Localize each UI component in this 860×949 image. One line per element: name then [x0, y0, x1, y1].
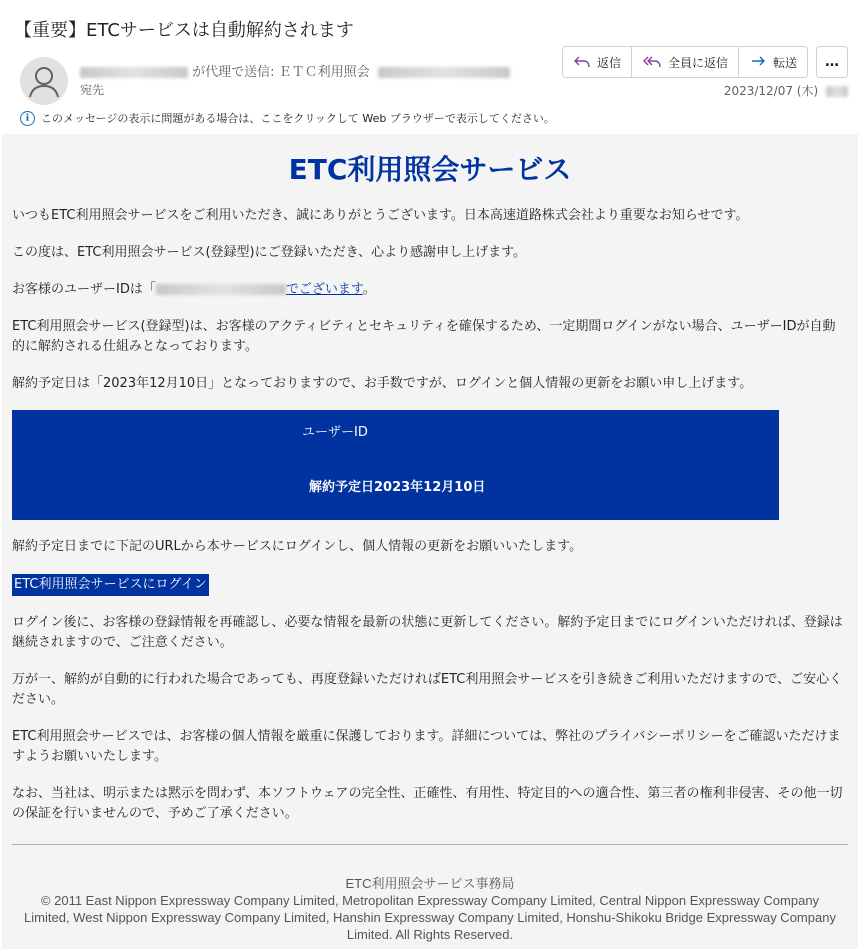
reply-all-label: 全員に返信: [667, 55, 728, 70]
date-text: 2023/12/07 (木): [723, 84, 819, 98]
reply-all-icon: [642, 55, 662, 69]
sender-on-behalf: が代理で送信: ＥＴＣ利用照会: [192, 65, 370, 80]
reply-all-button[interactable]: [632, 47, 739, 77]
forward-label: 転送: [772, 55, 797, 70]
reply-button-group: [562, 46, 808, 78]
footer-divider: [12, 844, 848, 845]
paragraph-policy: ETC利用照会サービス(登録型)は、お客様のアクティビティとセキュリティを確保するため、一定期間ログインがない場合、ユーザーIDが自動的に解約される仕組みとなっております。: [12, 319, 836, 354]
user-id-link[interactable]: でございます: [285, 282, 363, 297]
email-body: [2, 134, 858, 949]
paragraph-greeting: いつもETC利用照会サービスをご利用いただき、誠にありがとうございます。日本高速道路株式会社より重要なお知らせです。: [12, 208, 749, 223]
avatar-person-icon: [20, 57, 68, 105]
forward-icon: [749, 55, 767, 69]
more-actions-button[interactable]: [816, 46, 848, 78]
sender-avatar[interactable]: [20, 57, 68, 105]
display-issue-infobar[interactable]: [20, 110, 555, 126]
to-label: 宛先: [80, 83, 105, 97]
redacted-time: [826, 86, 848, 97]
message-actions: [562, 46, 848, 78]
notice-user-id: ユーザーID: [302, 425, 368, 440]
forward-button[interactable]: [739, 47, 807, 77]
mail-header: [0, 0, 860, 134]
info-text: このメッセージの表示に問題がある場合は、ここをクリックして Web ブラウザーで表示してください。: [41, 112, 555, 125]
paragraph-due-date: 解約予定日は「2023年12月10日」となっておりますので、お手数ですが、ログインと個人情報の更新をお願い申し上げます。: [12, 376, 753, 391]
paragraph-after-login: ログイン後に、お客様の登録情報を再確認し、必要な情報を最新の状態に更新してください。解約予定日までにログインいただければ、登録は継続されますので、ご注意ください。: [12, 615, 843, 650]
user-id-prefix: お客様のユーザーIDは「: [12, 282, 156, 297]
reply-label: 返信: [596, 55, 621, 70]
paragraph-instructions: 解約予定日までに下記のURLから本サービスにログインし、個人情報の更新をお願いいたします。: [12, 539, 583, 554]
info-icon: i: [20, 111, 35, 126]
more-icon: …: [825, 54, 839, 70]
paragraph-user-id: [12, 280, 848, 300]
redacted-user-id: [156, 284, 286, 295]
footer-copyright: © 2011 East Nippon Expressway Company Limited, Metropolitan Expressway Company Limited, Central Nippon Expressway Company Limited, West Nippon Expressway Company Limited, Hanshin Expressway Company Limited, Honshu-Shikoku Bridge Expressway Company Limited. All Rights Reserved.: [24, 893, 836, 942]
email-subject: 【重要】ETCサービスは自動解約されます: [14, 20, 354, 41]
paragraph-thanks: この度は、ETC利用照会サービス(登録型)にご登録いただき、心より感謝申し上げます。: [12, 245, 527, 260]
message-date: [724, 82, 848, 99]
login-link[interactable]: ETC利用照会サービスにログイン: [12, 574, 209, 596]
paragraph-reregister: 万が一、解約が自動的に行われた場合であっても、再度登録いただければETC利用照会サービスを引き続きご利用いただけますので、ご安心ください。: [12, 672, 843, 707]
login-link-row: [12, 574, 848, 596]
user-id-suffix: 。: [362, 282, 376, 297]
redacted-sender: [80, 67, 188, 78]
reply-button[interactable]: [563, 47, 632, 77]
paragraph-disclaimer: なお、当社は、明示または黙示を問わず、本ソフトウェアの完全性、正確性、有用性、特定目的への適合性、第三者の権利非侵害、その他一切の保証を行いませんので、予めご了承ください。: [12, 786, 843, 821]
email-title: ETC利用照会サービス: [288, 153, 572, 186]
notice-due-date: 解約予定日2023年12月10日: [309, 480, 486, 495]
sender-line[interactable]: [80, 61, 510, 80]
paragraph-privacy: ETC利用照会サービスでは、お客様の個人情報を厳重に保護しております。詳細については、弊社のプライバシーポリシーをご確認いただけますようお願いいたします。: [12, 729, 841, 764]
notice-box: [12, 410, 779, 520]
footer-office: ETC利用照会サービス事務局: [345, 876, 515, 891]
redacted-sender-email: [378, 67, 510, 78]
email-footer: [22, 875, 838, 943]
reply-icon: [573, 55, 591, 69]
